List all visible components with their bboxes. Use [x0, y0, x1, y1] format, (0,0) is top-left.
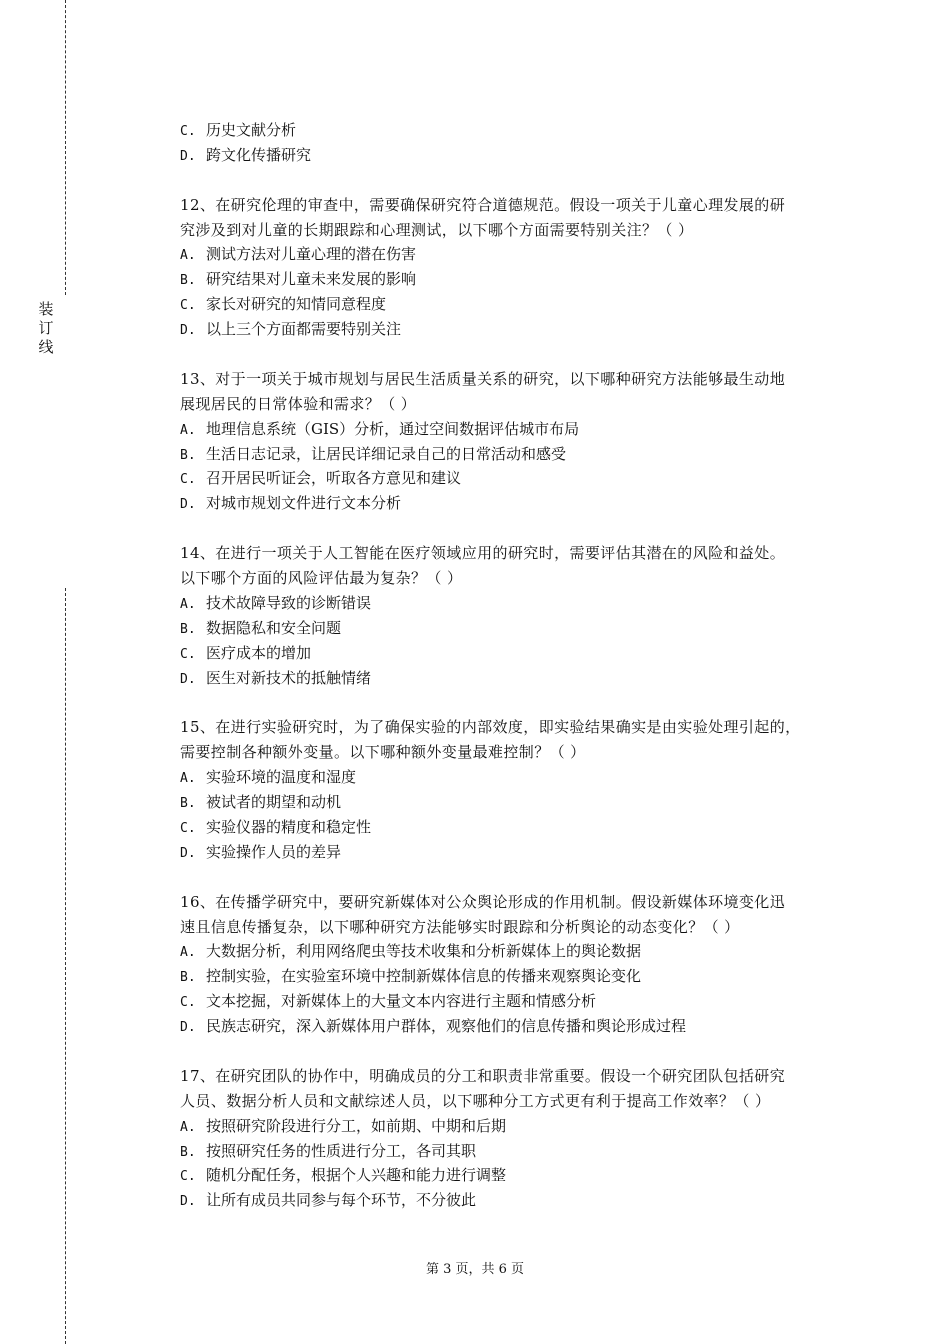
option: C. 医疗成本的增加: [180, 643, 312, 662]
option: C. 随机分配任务，根据个人兴趣和能力进行调整: [180, 1166, 507, 1185]
binding-dashed-line-bottom: [65, 588, 66, 1344]
question-stem-line: 16、在传播学研究中，要研究新媒体对公众舆论形成的作用机制。假设新媒体环境变化迅: [180, 892, 786, 911]
question-stem-line: 人员、数据分析人员和文献综述人员，以下哪种分工方式更有利于提高工作效率？（ ）: [180, 1091, 771, 1110]
option: A. 地理信息系统（GIS）分析，通过空间数据评估城市布局: [180, 419, 580, 438]
question-content: [180, 118, 840, 1238]
option: B. 控制实验，在实验室环境中控制新媒体信息的传播来观察舆论变化: [180, 967, 642, 986]
binding-label: [38, 300, 54, 357]
option: B. 生活日志记录，让居民详细记录自己的日常活动和感受: [180, 444, 567, 463]
option: D. 医生对新技术的抵触情绪: [180, 668, 372, 687]
option: C. 家长对研究的知情同意程度: [180, 295, 387, 314]
question-stem-line: 速且信息传播复杂，以下哪种研究方法能够实时跟踪和分析舆论的动态变化？（ ）: [180, 917, 740, 936]
question-stem-line: 12、在研究伦理的审查中，需要确保研究符合道德规范。假设一项关于儿童心理发展的研: [180, 195, 786, 214]
option: C. 文本挖掘，对新媒体上的大量文本内容进行主题和情感分析: [180, 992, 597, 1011]
binding-label-char: 订: [38, 319, 54, 337]
option: D. 跨文化传播研究: [180, 145, 312, 164]
question-stem-line: 15、在进行实验研究时，为了确保实验的内部效度，即实验结果确实是由实验处理引起的，: [180, 718, 801, 737]
binding-label-char: 装: [38, 300, 54, 318]
carryover-options: [180, 118, 840, 168]
option: C. 召开居民听证会，听取各方意见和建议: [180, 469, 462, 488]
question-16: [180, 890, 840, 1039]
option: C. 实验仪器的精度和稳定性: [180, 817, 372, 836]
question-stem-line: 以下哪个方面的风险评估最为复杂？（ ）: [180, 569, 463, 588]
question-13: [180, 367, 840, 516]
question-stem-line: 究涉及到对儿童的长期跟踪和心理测试，以下哪个方面需要特别关注？（ ）: [180, 220, 694, 239]
option: D. 民族志研究，深入新媒体用户群体，观察他们的信息传播和舆论形成过程: [180, 1017, 687, 1036]
option: A. 大数据分析，利用网络爬虫等技术收集和分析新媒体上的舆论数据: [180, 942, 642, 961]
option: D. 实验操作人员的差异: [180, 842, 342, 861]
option: B. 被试者的期望和动机: [180, 793, 342, 812]
binding-label-char: 线: [38, 338, 54, 356]
question-stem-line: 需要控制各种额外变量。以下哪种额外变量最难控制？（ ）: [180, 743, 586, 762]
option: A. 按照研究阶段进行分工，如前期、中期和后期: [180, 1116, 507, 1135]
question-17: [180, 1064, 840, 1213]
binding-dashed-line-top: [65, 0, 66, 295]
question-14: [180, 541, 840, 690]
option: C. 历史文献分析: [180, 121, 297, 139]
question-stem-line: 13、对于一项关于城市规划与居民生活质量关系的研究，以下哪种研究方法能够最生动地: [180, 369, 786, 388]
question-12: [180, 193, 840, 342]
option: B. 研究结果对儿童未来发展的影响: [180, 270, 417, 289]
page-number: 第 3 页，共 6 页: [425, 1262, 525, 1277]
option: A. 实验环境的温度和湿度: [180, 768, 357, 787]
option: A. 技术故障导致的诊断错误: [180, 593, 372, 612]
question-stem-line: 展现居民的日常体验和需求？（ ）: [180, 394, 417, 413]
question-15: [180, 715, 840, 864]
option: D. 让所有成员共同参与每个环节，不分彼此: [180, 1191, 477, 1210]
option: A. 测试方法对儿童心理的潜在伤害: [180, 245, 417, 264]
option: D. 以上三个方面都需要特别关注: [180, 320, 402, 339]
option: B. 数据隐私和安全问题: [180, 618, 342, 637]
option: B. 按照研究任务的性质进行分工，各司其职: [180, 1141, 477, 1160]
option: D. 对城市规划文件进行文本分析: [180, 494, 402, 513]
question-stem-line: 17、在研究团队的协作中，明确成员的分工和职责非常重要。假设一个研究团队包括研究: [180, 1066, 786, 1085]
question-stem-line: 14、在进行一项关于人工智能在医疗领域应用的研究时，需要评估其潜在的风险和益处。: [180, 544, 786, 563]
